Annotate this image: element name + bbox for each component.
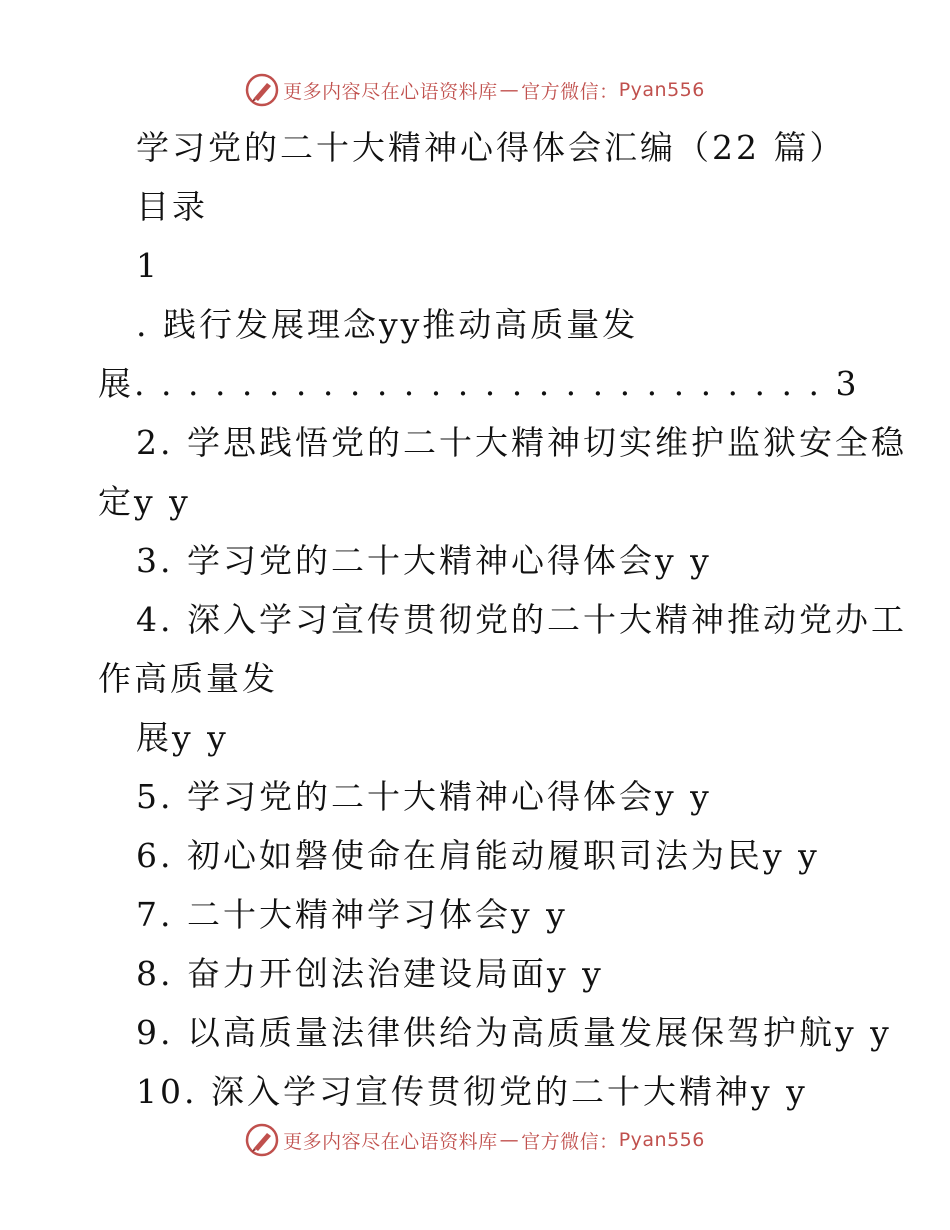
- watermark-official: 官方微信：: [521, 1130, 619, 1153]
- watermark-dash: —: [499, 1129, 520, 1151]
- footer-watermark: [0, 1120, 950, 1160]
- toc-line: 定y y: [98, 482, 191, 521]
- toc-line: 1: [136, 246, 160, 285]
- toc-line: 8. 奋力开创法治建设局面y y: [136, 954, 604, 993]
- watermark-dash: —: [499, 79, 520, 101]
- watermark-text: 更多内容尽在心语资料库: [283, 80, 498, 103]
- toc-line: 5. 学习党的二十大精神心得体会y y: [136, 777, 712, 816]
- toc-line: 10. 深入学习宣传贯彻党的二十大精神y y: [136, 1072, 808, 1111]
- toc-line: 3. 学习党的二十大精神心得体会y y: [136, 541, 712, 580]
- toc-line: 展. . . . . . . . . . . . . . . . . . . . . . . . . . 3: [98, 364, 860, 403]
- pen-logo-icon: [245, 1123, 279, 1157]
- toc-line: 9. 以高质量法律供给为高质量发展保驾护航y y: [136, 1013, 892, 1052]
- toc-line: 2. 学思践悟党的二十大精神切实维护监狱安全稳: [136, 423, 907, 462]
- document-body: [98, 118, 907, 1121]
- toc-line: 6. 初心如磐使命在肩能动履职司法为民y y: [136, 836, 820, 875]
- toc-line: 7. 二十大精神学习体会y y: [136, 895, 568, 934]
- document-title: 学习党的二十大精神心得体会汇编（22 篇）: [136, 128, 846, 167]
- watermark-wechat-id: Pyan556: [618, 1129, 705, 1151]
- watermark-wechat-id: Pyan556: [618, 79, 705, 101]
- toc-line: 展y y: [136, 718, 229, 757]
- toc-line: . 践行发展理念yy推动高质量发: [136, 305, 639, 344]
- watermark-text: 更多内容尽在心语资料库: [283, 1130, 498, 1153]
- pen-logo-icon: [245, 73, 279, 107]
- header-watermark: [0, 70, 950, 110]
- toc-line: 4. 深入学习宣传贯彻党的二十大精神推动党办工: [136, 600, 907, 639]
- watermark-official: 官方微信：: [521, 80, 619, 103]
- toc-heading: 目录: [136, 187, 208, 226]
- toc-line: 作高质量发: [98, 659, 278, 698]
